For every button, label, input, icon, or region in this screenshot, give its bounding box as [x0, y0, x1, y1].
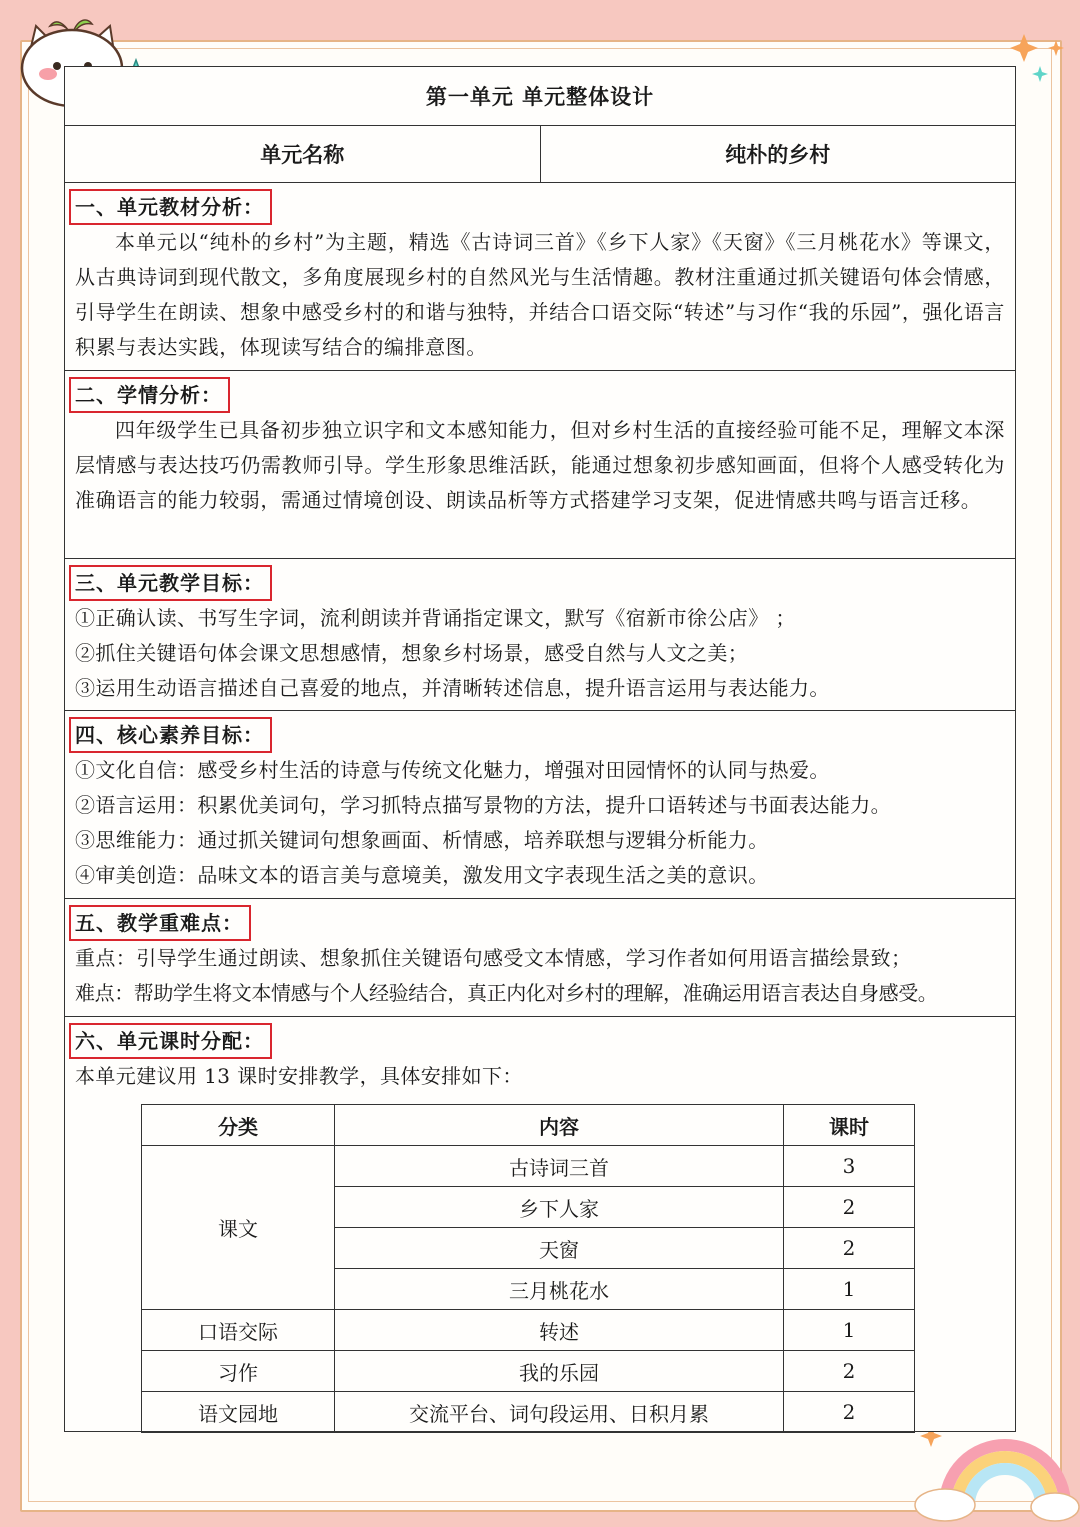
category-cell: 口语交际: [142, 1310, 335, 1351]
content-cell: 古诗词三首: [335, 1146, 784, 1187]
hours-cell: 2: [784, 1187, 915, 1228]
header-category: 分类: [142, 1105, 335, 1146]
section-heading: 三、单元教学目标：: [69, 565, 272, 601]
literacy-line: ①文化自信：感受乡村生活的诗意与传统文化魅力，增强对田园情怀的认同与热爱。: [75, 758, 830, 782]
content-cell: 转述: [335, 1310, 784, 1351]
hours-cell: 1: [784, 1310, 915, 1351]
hours-cell: 2: [784, 1228, 915, 1269]
section-heading: 一、单元教材分析：: [69, 189, 272, 225]
hours-cell: 2: [784, 1351, 915, 1392]
section-teaching-goals: [65, 559, 1015, 711]
section-hour-allocation: [65, 1017, 1015, 1439]
content-cell: 天窗: [335, 1228, 784, 1269]
hour-allocation-table: [141, 1104, 915, 1433]
difficulty-line: 难点：帮助学生将文本情感与个人经验结合，真正内化对乡村的理解，准确运用语言表达自身感受。: [75, 981, 938, 1005]
allocation-intro: 本单元建议用 13 课时安排教学，具体安排如下：: [75, 1064, 523, 1088]
table-row: [142, 1146, 915, 1187]
hours-cell: 3: [784, 1146, 915, 1187]
content-cell: 乡下人家: [335, 1187, 784, 1228]
section-heading: 六、单元课时分配：: [69, 1023, 272, 1059]
header-content: 内容: [335, 1105, 784, 1146]
hours-cell: 2: [784, 1392, 915, 1433]
literacy-line: ②语言运用：积累优美词句，学习抓特点描写景物的方法，提升口语转述与书面表达能力。: [75, 793, 891, 817]
content-cell: 交流平台、词句段运用、日积月累: [335, 1392, 784, 1433]
literacy-line: ③思维能力：通过抓关键词句想象画面、析情感，培养联想与逻辑分析能力。: [75, 828, 769, 852]
section-key-difficulties: [65, 899, 1015, 1017]
section-heading: 二、学情分析：: [69, 377, 230, 413]
table-row: [142, 1351, 915, 1392]
section-paragraph: 四年级学生已具备初步独立识字和文本感知能力，但对乡村生活的直接经验可能不足，理解文本深层情感与表达技巧仍需教师引导。学生形象思维活跃，能通过想象初步感知画面，但将个人感受转化为准确语言的能力较弱，需通过情境创设、朗读品析等方式搭建学习支架，促进情感共鸣与语言迁移。: [75, 418, 1005, 512]
goal-line: ①正确认读、书写生字词，流利朗读并背诵指定课文，默写《宿新市徐公店》 ；: [75, 606, 796, 630]
document-title: 第一单元 单元整体设计: [65, 67, 1015, 126]
section-student-analysis: [65, 371, 1015, 559]
section-heading: 四、核心素养目标：: [69, 717, 272, 753]
content-cell: 三月桃花水: [335, 1269, 784, 1310]
category-cell: 习作: [142, 1351, 335, 1392]
sparkle-icon: [1010, 30, 1070, 90]
table-header-row: [142, 1105, 915, 1146]
unit-name-row: [65, 126, 1015, 183]
hours-cell: 1: [784, 1269, 915, 1310]
unit-design-document: [64, 66, 1016, 1432]
category-cell: 语文园地: [142, 1392, 335, 1433]
unit-name-label: 单元名称: [65, 126, 541, 182]
unit-name-value: 纯朴的乡村: [725, 142, 831, 167]
category-cell: 课文: [142, 1146, 335, 1310]
table-row: [142, 1392, 915, 1433]
section-paragraph: 本单元以“纯朴的乡村”为主题，精选《古诗词三首》《乡下人家》《天窗》《三月桃花水》等课文，从古典诗词到现代散文，多角度展现乡村的自然风光与生活情趣。教材注重通过抓关键语句体会情感，引导学生在朗读、想象中感受乡村的和谐与独特，并结合口语交际“转述”与习作“我的乐园”，强化语言积累与表达实践，体现读写结合的编排意图。: [75, 230, 1005, 359]
key-point-line: 重点：引导学生通过朗读、想象抓住关键语句感受文本情感，学习作者如何用语言描绘景致；: [75, 946, 912, 970]
section-core-literacy: [65, 711, 1015, 899]
content-cell: 我的乐园: [335, 1351, 784, 1392]
table-row: [142, 1310, 915, 1351]
goal-line: ③运用生动语言描述自己喜爱的地点，并清晰转述信息，提升语言运用与表达能力。: [75, 676, 830, 700]
section-heading: 五、教学重难点：: [69, 905, 251, 941]
header-hours: 课时: [784, 1105, 915, 1146]
section-material-analysis: [65, 183, 1015, 371]
goal-line: ②抓住关键语句体会课文思想感情，想象乡村场景，感受自然与人文之美；: [75, 641, 749, 665]
literacy-line: ④审美创造：品味文本的语言美与意境美，激发用文字表现生活之美的意识。: [75, 863, 769, 887]
